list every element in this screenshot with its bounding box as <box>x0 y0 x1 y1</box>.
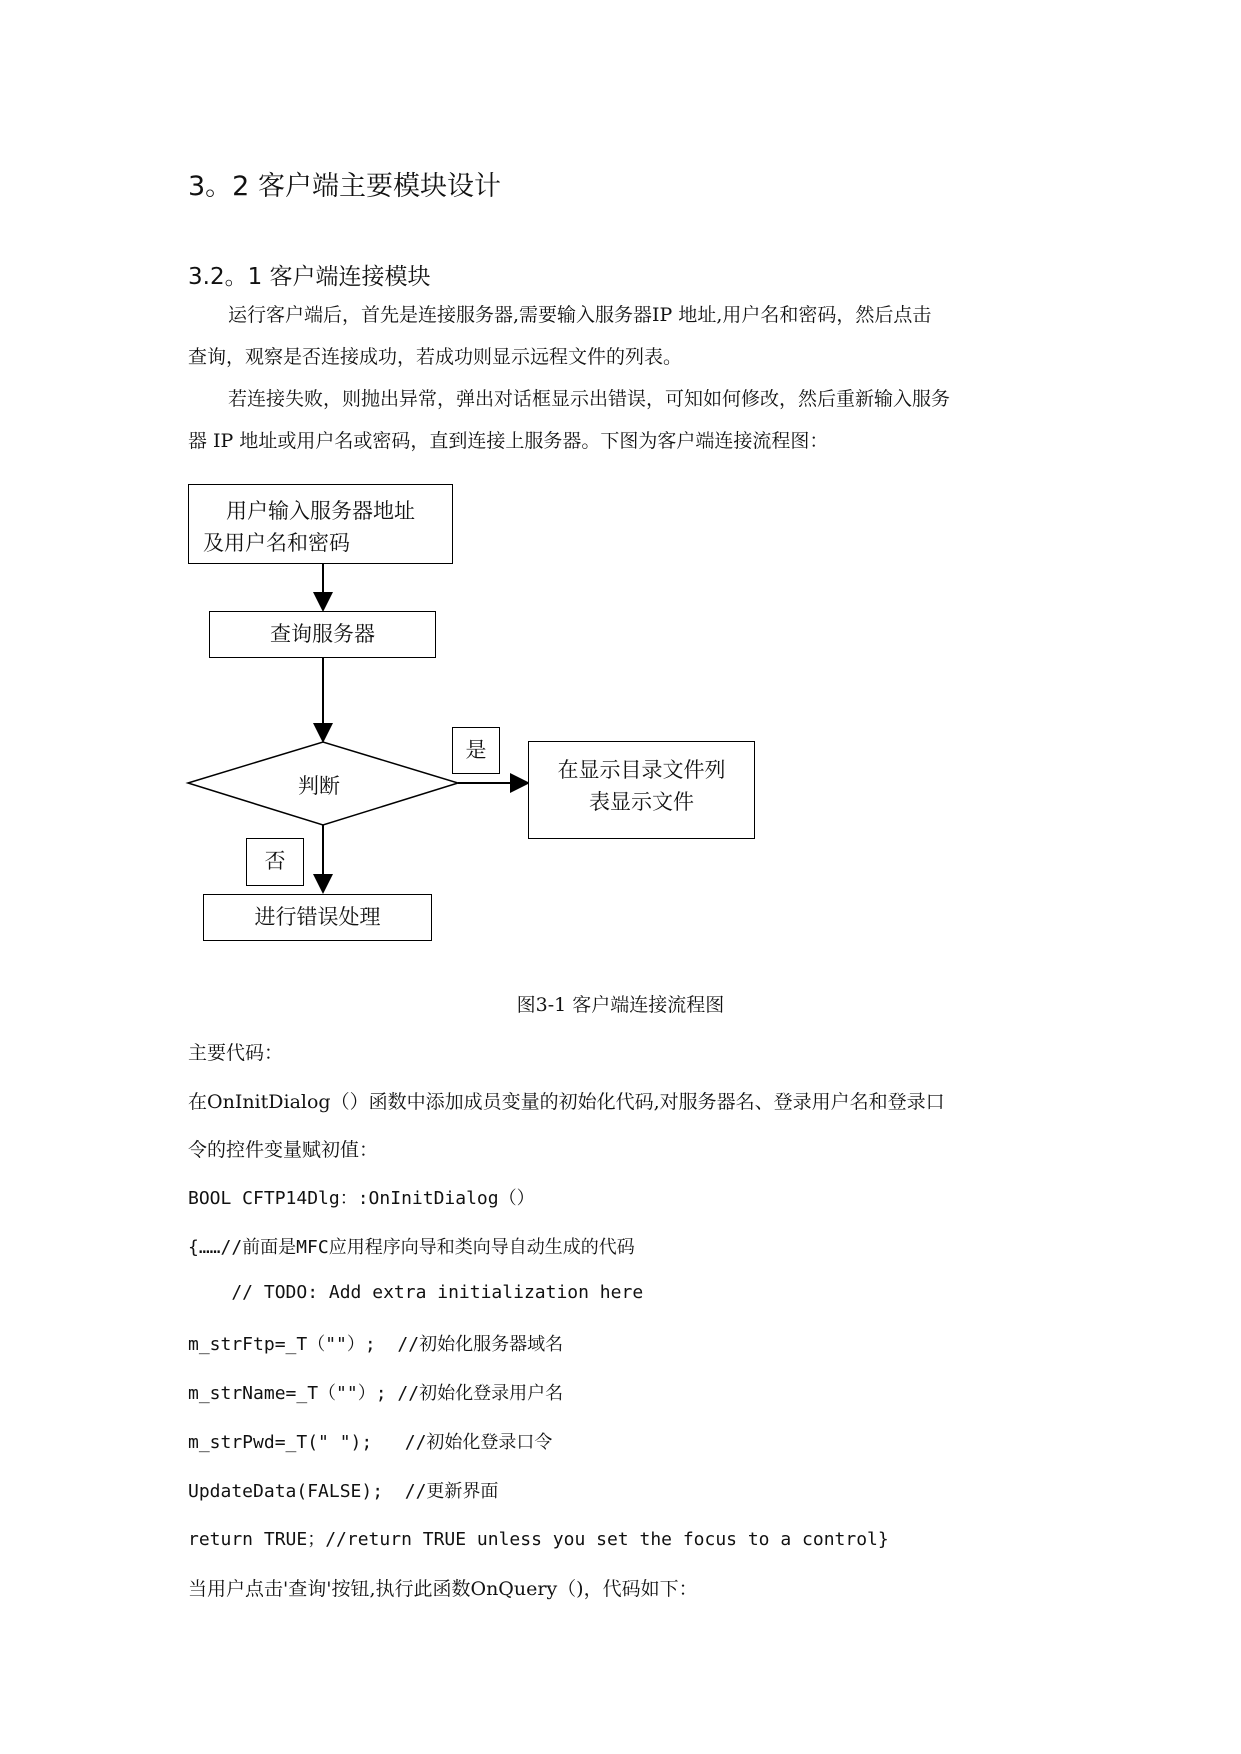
code-line: return TRUE；//return TRUE unless you set the focus to a control} <box>188 1529 889 1550</box>
error-box: 进行错误处理 <box>203 894 432 941</box>
subsection-title: 3.2。1 客户端连接模块 <box>188 264 431 290</box>
code-line: // TODO: Add extra initialization here <box>188 1282 644 1303</box>
code-intro-line-2: 令的控件变量赋初值： <box>188 1139 379 1161</box>
code-line: {……//前面是MFC应用程序向导和类向导自动生成的代码 <box>188 1237 635 1258</box>
code-line: m_strFtp=_T（""）; //初始化服务器域名 <box>188 1334 564 1355</box>
code-line: 当用户点击'查询'按钮,执行此函数OnQuery（)，代码如下： <box>188 1578 698 1600</box>
decision-label: 判断 <box>298 774 340 798</box>
display-box-line-1: 在显示目录文件列 <box>557 758 726 782</box>
paragraph-line-1: 运行客户端后，首先是连接服务器,需要输入服务器IP 地址,用户名和密码，然后点击 <box>228 304 932 326</box>
query-box: 查询服务器 <box>209 611 436 658</box>
code-line: UpdateData(FALSE); //更新界面 <box>188 1481 499 1502</box>
display-box-line-2: 表显示文件 <box>589 790 694 814</box>
code-line: m_strPwd=_T(" "); //初始化登录口令 <box>188 1432 553 1453</box>
figure-caption: 图3-1 客户端连接流程图 <box>516 994 725 1016</box>
input-box <box>188 484 453 564</box>
code-heading: 主要代码： <box>188 1042 284 1064</box>
code-intro-line-1: 在OnInitDialog（）函数中添加成员变量的初始化代码,对服务器名、登录用户名和登录口 <box>188 1091 945 1113</box>
code-line: m_strName=_T（""）; //初始化登录用户名 <box>188 1383 564 1404</box>
section-title: 3。2 客户端主要模块设计 <box>188 171 501 202</box>
no-label: 否 <box>246 838 304 886</box>
yes-label: 是 <box>452 727 500 774</box>
input-box-line-2: 及用户名和密码 <box>203 531 350 555</box>
paragraph-line-2: 查询，观察是否连接成功，若成功则显示远程文件的列表。 <box>188 346 683 368</box>
input-box-line-1: 用户输入服务器地址 <box>226 499 415 523</box>
paragraph-line-4: 器 IP 地址或用户名或密码，直到连接上服务器。下图为客户端连接流程图： <box>188 430 829 452</box>
code-line: BOOL CFTP14Dlg：:OnInitDialog（） <box>188 1188 535 1209</box>
paragraph-line-3: 若连接失败，则抛出异常，弹出对话框显示出错误，可知如何修改，然后重新输入服务 <box>228 388 951 410</box>
display-box <box>528 741 755 839</box>
